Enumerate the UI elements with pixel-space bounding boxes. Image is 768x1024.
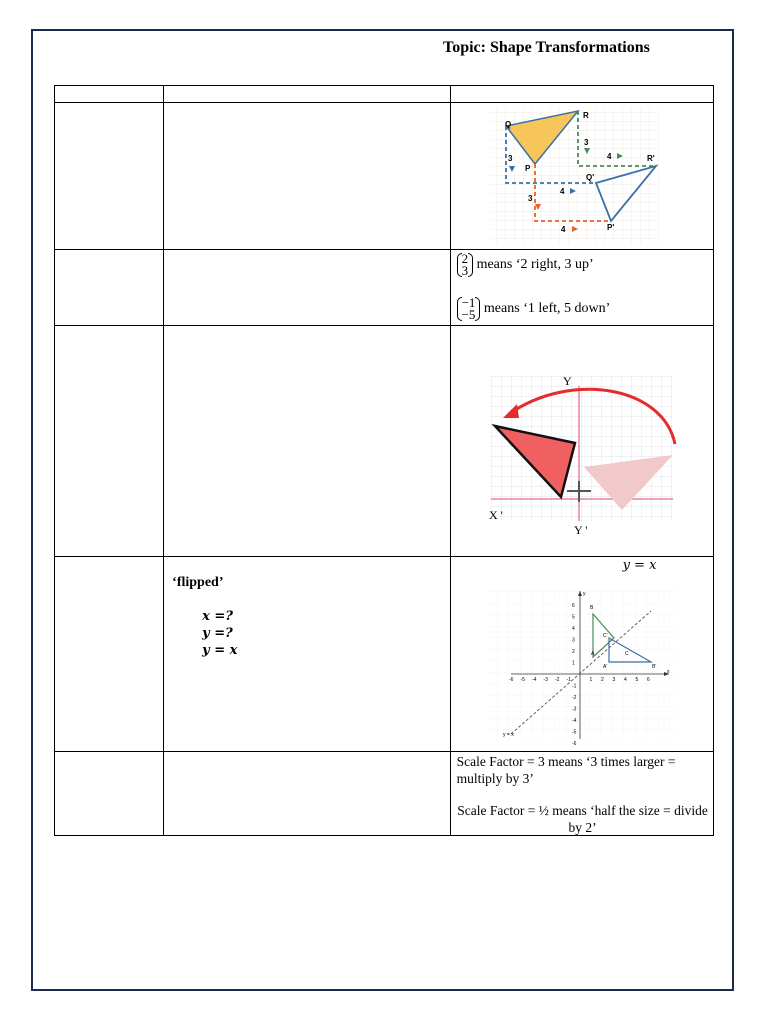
vector-name-cell	[55, 250, 164, 326]
vector-bottom: −5	[461, 307, 476, 322]
reflection-name-cell	[55, 557, 164, 752]
mirror-line-label: y = x	[622, 558, 657, 573]
reflection-equations	[202, 608, 237, 659]
x-tick-label: 1	[589, 677, 592, 683]
move-label-4a: 4	[606, 152, 612, 161]
axis-label-x: x	[666, 669, 670, 675]
translation-diagram	[451, 103, 714, 244]
vector-example-2	[457, 297, 611, 321]
translation-description-cell	[164, 103, 450, 250]
label-q: Q	[504, 120, 511, 129]
enlargement-example-cell	[450, 752, 713, 836]
reflection-diagram	[451, 557, 714, 746]
x-tick-label: -3	[543, 677, 548, 683]
x-tick-label: 5	[635, 677, 638, 683]
x-tick-label: 3	[612, 677, 615, 683]
x-tick-label: 2	[600, 677, 604, 683]
x-tick-label: -1	[566, 677, 571, 683]
label-q-prime: Q'	[585, 173, 594, 182]
page-title: Topic: Shape Transformations	[443, 39, 650, 56]
point-a: A	[590, 651, 594, 657]
y-tick-label: 1	[571, 660, 575, 667]
equation-x: x =?	[202, 609, 233, 624]
axis-label-y-top: Y	[562, 374, 572, 388]
x-tick-label: -6	[508, 677, 514, 683]
x-tick-label: -2	[554, 677, 560, 683]
enlargement-name-cell	[55, 752, 164, 836]
move-label-3c: 3	[527, 194, 533, 203]
flipped-text: ‘flipped’	[172, 575, 224, 590]
y-tick-label: 2	[571, 649, 575, 655]
y-tick-label: 4	[571, 626, 575, 632]
axis-label-y-bottom: Y '	[573, 523, 587, 537]
move-label-4c: 4	[560, 225, 566, 234]
label-r: R	[582, 111, 589, 120]
rotation-name-cell	[55, 326, 164, 557]
table-row-vectors	[55, 250, 714, 326]
header-cell-1	[55, 86, 164, 103]
table-row-reflection	[55, 557, 714, 752]
y-tick-label: -1	[571, 683, 577, 690]
y-tick-label: -2	[571, 695, 577, 701]
graph-line-label: y = x	[502, 732, 514, 738]
table-row-rotation	[55, 326, 714, 557]
y-tick-label: 5	[571, 614, 575, 621]
table-header-row	[55, 86, 714, 103]
point-c-prime: C'	[602, 633, 608, 639]
point-b-prime: B'	[651, 664, 656, 670]
axis-label-y: y	[582, 591, 586, 597]
rotation-diagram	[451, 326, 714, 551]
move-label-3b: 3	[583, 138, 589, 147]
point-a-prime: A'	[602, 664, 607, 670]
label-p: P	[524, 164, 530, 173]
reflection-description-cell	[164, 557, 450, 752]
reflection-diagram-cell	[450, 557, 713, 752]
table-row-enlargement	[55, 752, 714, 836]
scale-factor-half: Scale Factor = ½ means ‘half the size = divide by 2’	[457, 803, 708, 835]
rotation-description-cell	[164, 326, 450, 557]
vector-meaning: means ‘1 left, 5 down’	[483, 301, 611, 317]
translation-diagram-cell	[450, 103, 713, 250]
header-cell-2	[164, 86, 450, 103]
equation-y-equals-x: y = x	[202, 643, 238, 658]
header-cell-3	[450, 86, 713, 103]
y-tick-label: -4	[571, 718, 577, 724]
x-tick-label: 4	[623, 677, 627, 683]
vector-example-1	[457, 253, 594, 277]
y-tick-label: -3	[571, 706, 577, 713]
x-tick-label: -5	[520, 677, 525, 683]
point-c: C	[624, 651, 629, 657]
column-vector	[457, 297, 481, 321]
transformations-table	[54, 85, 714, 836]
vector-top: 2	[461, 251, 469, 266]
scale-factor-3: Scale Factor = 3 means ‘3 times larger = multiply by 3’	[456, 754, 676, 786]
point-b: B	[589, 605, 593, 611]
vector-description-cell	[164, 250, 450, 326]
table-row-translation	[55, 103, 714, 250]
vector-bottom: 3	[461, 263, 469, 278]
enlargement-description-cell	[164, 752, 450, 836]
y-tick-label: -6	[571, 741, 577, 746]
y-tick-label: -5	[571, 729, 577, 736]
vector-example-cell	[450, 250, 713, 326]
rotation-diagram-cell	[450, 326, 713, 557]
column-vector	[457, 253, 474, 277]
axis-label-x-left: X '	[488, 508, 503, 522]
move-label-4b: 4	[559, 187, 565, 196]
equation-y: y =?	[202, 626, 233, 641]
label-r-prime: R'	[646, 154, 655, 163]
reflection-grid	[487, 589, 677, 741]
move-label-3a: 3	[507, 154, 513, 163]
x-tick-label: 6	[646, 677, 650, 683]
y-tick-label: 3	[571, 637, 575, 644]
vector-meaning: means ‘2 right, 3 up’	[476, 257, 594, 273]
x-tick-label: -4	[531, 677, 537, 683]
y-tick-label: 6	[571, 603, 575, 609]
vector-top: −1	[461, 295, 476, 310]
label-p-prime: P'	[606, 223, 614, 232]
translation-name-cell	[55, 103, 164, 250]
